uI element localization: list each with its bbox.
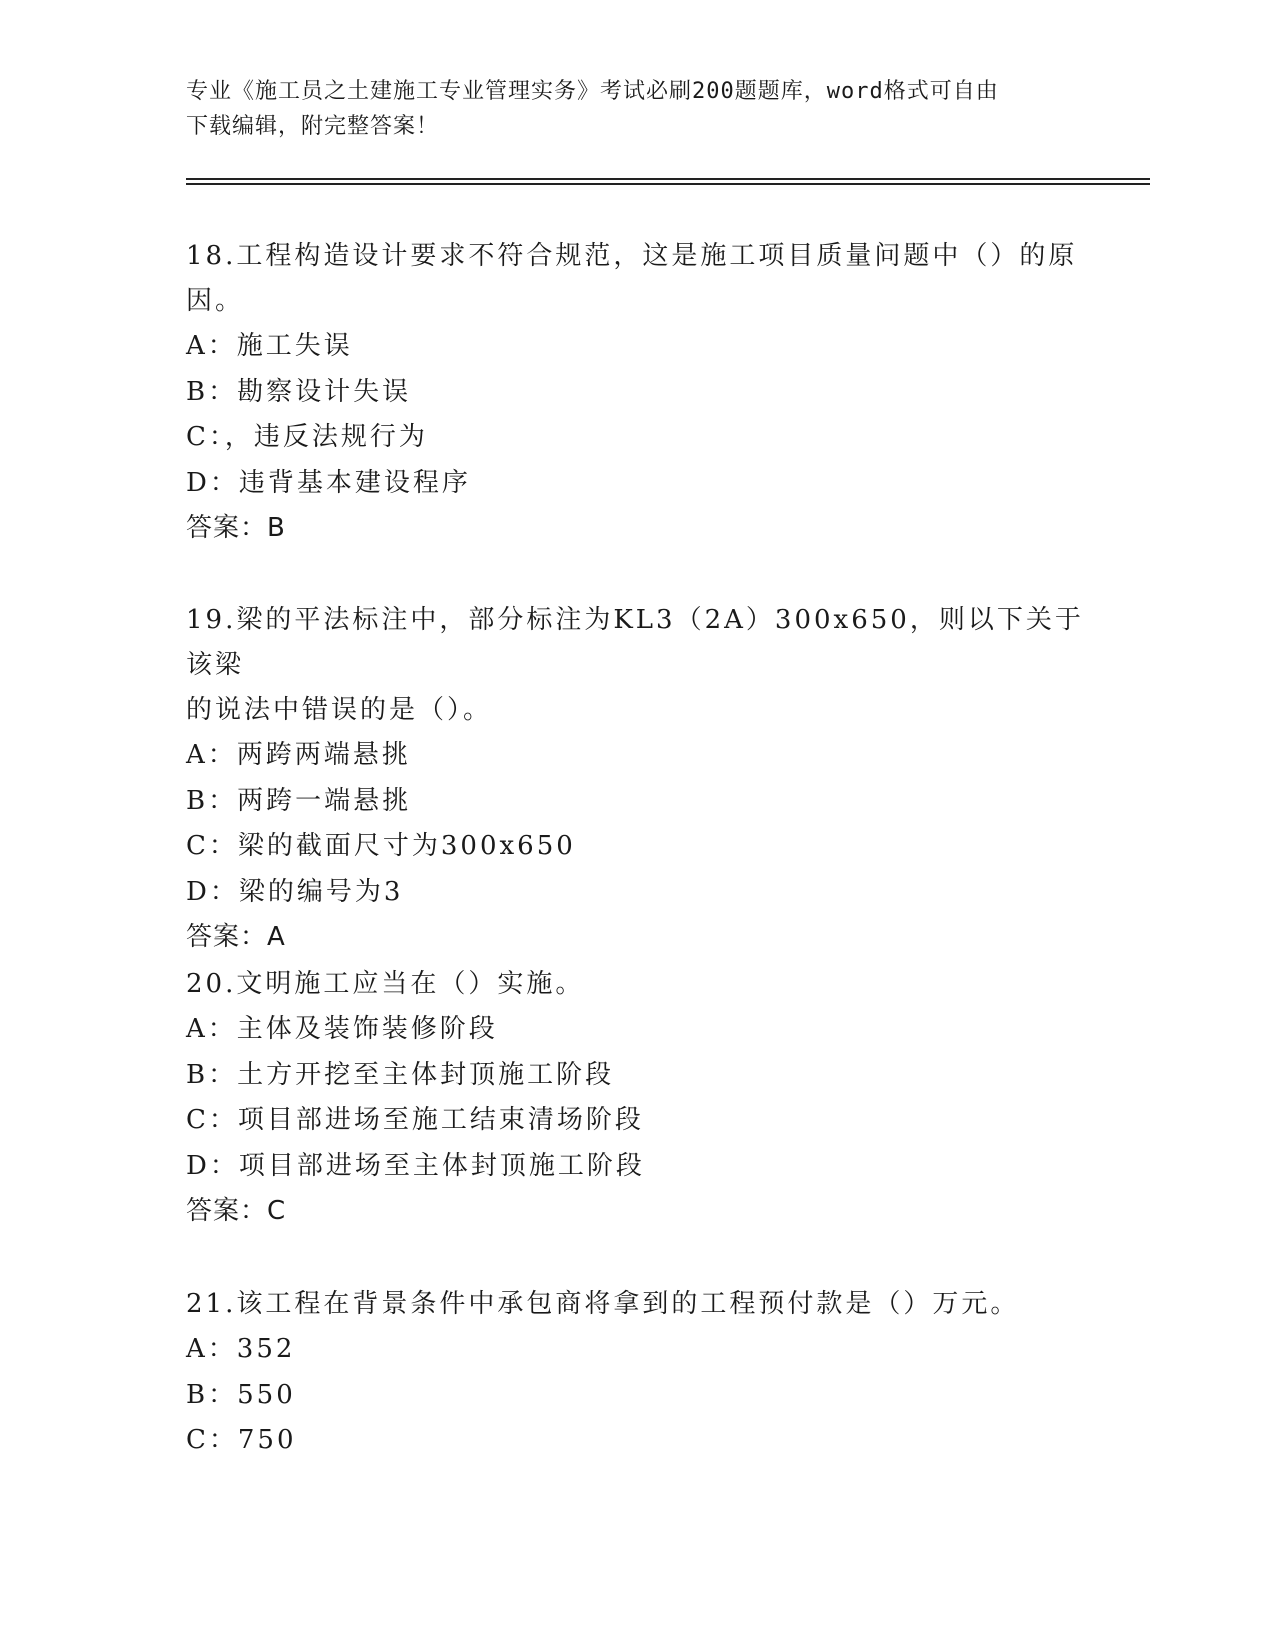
option-b: B：土方开挖至主体封顶施工阶段 [186,1059,615,1090]
option-a: A：施工失误 [186,331,353,361]
question-21 [186,1282,1086,1464]
answer-label: 答案：B [186,513,286,543]
option-d: D：梁的编号为3 [186,876,404,907]
question-20 [186,962,1086,1235]
question-18 [186,234,1086,552]
option-d: D：项目部进场至主体封顶施工阶段 [186,1150,645,1181]
question-title-continued: 因。 [186,286,245,316]
option-a: A：主体及装饰装修阶段 [186,1014,498,1044]
option-d: D：违背基本建设程序 [186,467,471,498]
answer-label: 答案：A [186,922,286,952]
header-line-2: 下载编辑，附完整答案！ [186,114,440,139]
question-title: 20.文明施工应当在（）实施。 [186,969,585,999]
option-b: B：两跨一端悬挑 [186,785,412,816]
question-19 [186,598,1086,961]
header-divider-top [186,178,1150,180]
option-c: C：项目部进场至施工结束清场阶段 [186,1105,644,1135]
document-header [186,74,1086,144]
question-title: 18.工程构造设计要求不符合规范，这是施工项目质量问题中（）的原 [186,241,1078,271]
question-title-continued: 的说法中错误的是（）。 [186,695,493,725]
question-title: 19.梁的平法标注中，部分标注为KL3（2A）300x650，则以下关于该梁 [186,605,1084,680]
option-b: B：勘察设计失误 [186,376,412,407]
option-c: C：750 [186,1425,297,1455]
header-line-1: 专业《施工员之土建施工专业管理实务》考试必刷200题题库，word格式可自由 [186,79,999,104]
option-c: C：梁的截面尺寸为300x650 [186,831,576,861]
question-title: 21.该工程在背景条件中承包商将拿到的工程预付款是（）万元。 [186,1289,1020,1319]
answer-label: 答案：C [186,1196,287,1226]
option-a: A：两跨两端悬挑 [186,740,411,770]
option-b: B：550 [186,1379,296,1410]
header-divider-bottom [186,183,1150,185]
option-a: A：352 [186,1334,296,1364]
option-c: C：，违反法规行为 [186,422,428,452]
